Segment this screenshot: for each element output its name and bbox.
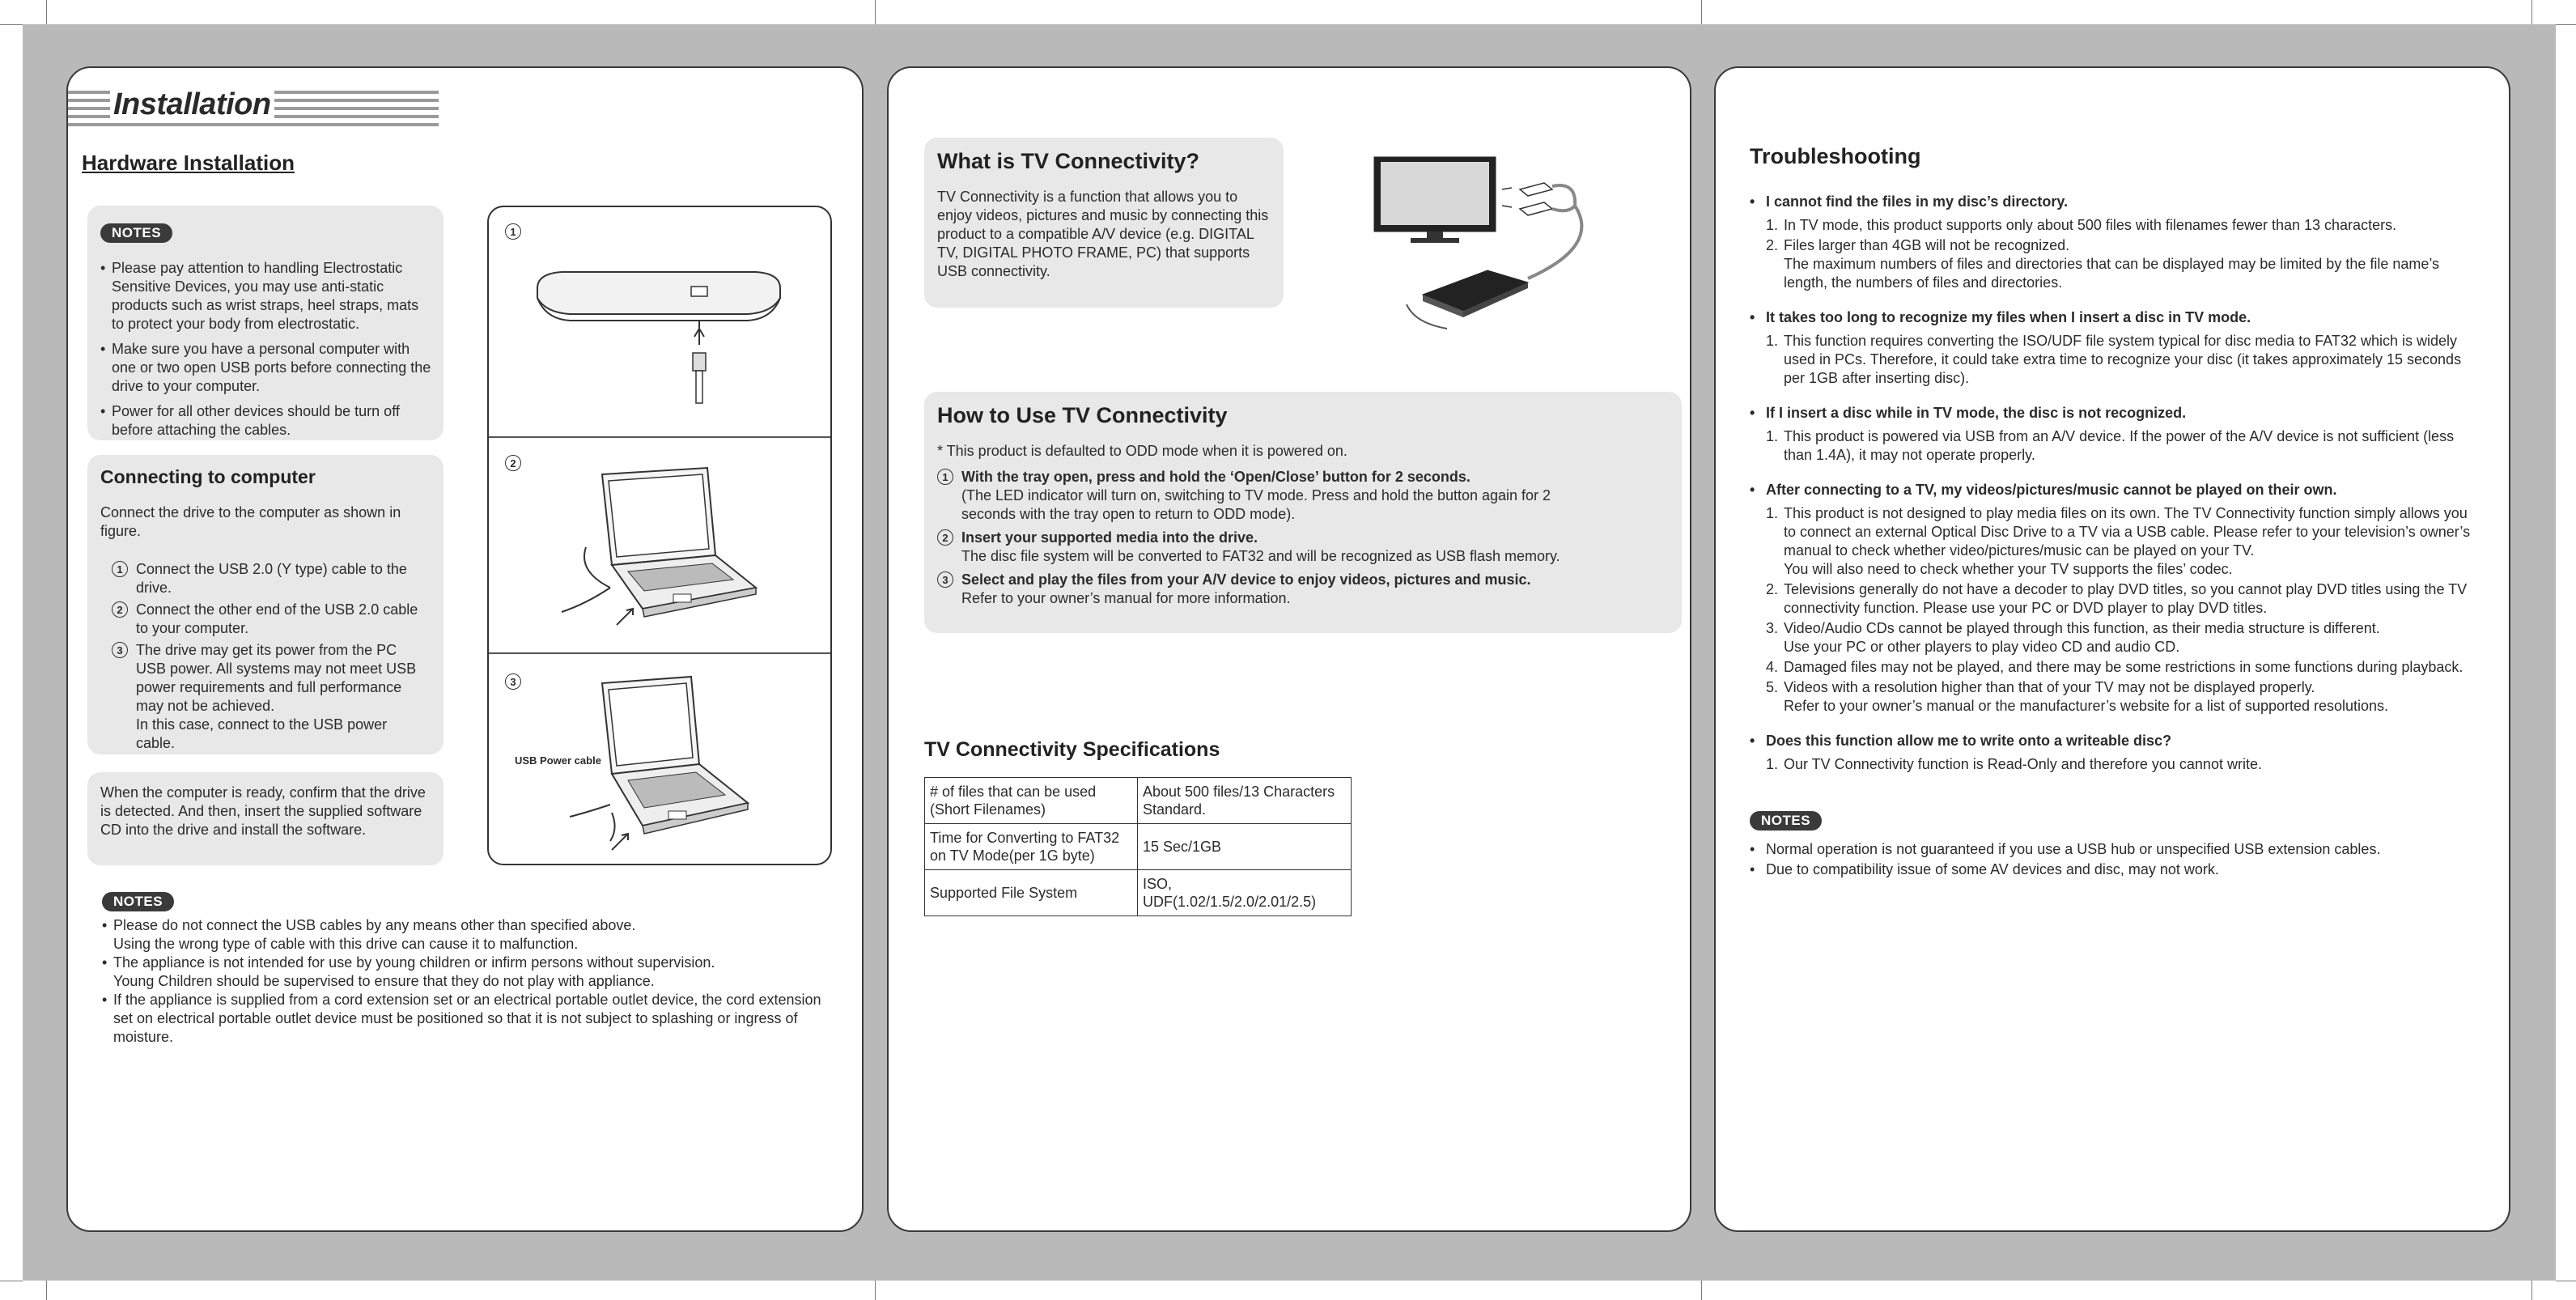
step-text: The disc file system will be converted to FAT32 and will be recognized as USB flash memory. (961, 548, 1560, 564)
faq-answer (1750, 216, 2478, 235)
figure-label-3: 3 (505, 673, 521, 690)
faq-section (1750, 481, 2478, 716)
answer-text: This product is not designed to play media files on its own. The TV Connectivity function simply allows you to connect an external Optical Disc Drive to a TV via a USB cable. Please refer to your television’s owner’s manual to check whether video/pictures/music can be played on your TV. (1784, 505, 2471, 559)
troubleshooting-list (1750, 193, 2478, 790)
faq-question: • If I insert a disc while in TV mode, the disc is not recognized. (1750, 404, 2478, 423)
crop-mark (2556, 24, 2576, 25)
bottom-notes-list (102, 916, 830, 1047)
step-number: 2 (112, 601, 128, 618)
step-item (112, 560, 419, 597)
answer-number: 2. (1766, 237, 1779, 253)
faq-answer (1750, 678, 2478, 716)
note-item: • Power for all other devices should be turn off before attaching the cables. (100, 402, 432, 440)
answer-text: Files larger than 4GB will not be recognized. (1784, 237, 2070, 253)
answer-number: 3. (1766, 620, 1779, 636)
answer-number: 2. (1766, 581, 1779, 597)
faq-question: • After connecting to a TV, my videos/pictures/music cannot be played on their own. (1750, 481, 2478, 499)
answer-number: 1. (1766, 217, 1779, 233)
step-number: 1 (112, 561, 128, 577)
figure-label-1: 1 (505, 223, 521, 240)
answer-number: 1. (1766, 756, 1779, 772)
bottom-note-item: • Please do not connect the USB cables by any means other than specified above. Using the wrong type of cable with this drive can cause it to malfunction. (102, 917, 636, 952)
note-text: Normal operation is not guaranteed if you use a USB hub or unspecified USB extension cables. (1766, 841, 2381, 857)
note-line: Please do not connect the USB cables by any means other than specified above. (113, 917, 636, 933)
note-item: • Make sure you have a personal computer with one or two open USB ports before connecting the drive to your computer. (100, 340, 432, 396)
crop-mark (2531, 1281, 2532, 1300)
answer-number: 1. (1766, 333, 1779, 349)
tv-connection-illustration (1366, 149, 1674, 343)
connecting-intro: Connect the drive to the computer as shown in figure. (100, 504, 401, 539)
connecting-box (87, 455, 443, 754)
step-number: 3 (112, 642, 128, 658)
bottom-notes-badge-wrap (102, 892, 174, 911)
step-number: 1 (937, 469, 953, 485)
notes-badge: NOTES (1750, 811, 1822, 831)
faq-section (1750, 308, 2478, 388)
crop-mark (1701, 0, 1702, 24)
hardware-installation-heading: Hardware Installation (82, 151, 295, 175)
spec-value: ISO, UDF(1.02/1.5/2.0/2.01/2.5) (1138, 870, 1352, 916)
faq-answer (1750, 332, 2478, 388)
how-to-note: * This product is defaulted to ODD mode when it is powered on. (937, 443, 1347, 459)
figure-label-2: 2 (505, 455, 521, 471)
answer-number: 1. (1766, 505, 1779, 521)
how-step (937, 468, 1666, 524)
answer-extra: Use your PC or other players to play video CD and audio CD. (1784, 639, 2180, 655)
faq-section (1750, 404, 2478, 465)
step-title: Select and play the files from your A/V device to enjoy videos, pictures and music. (961, 571, 1531, 588)
step-text: The drive may get its power from the PC USB power. All systems may not meet USB power requirements and full performance may not be achieved. (136, 642, 417, 714)
crop-mark (46, 0, 47, 24)
step-title: With the tray open, press and hold the ‘Open/Close’ button for 2 seconds. (961, 469, 1470, 485)
troubleshooting-notes (1750, 840, 2478, 879)
step-text: Connect the other end of the USB 2.0 cable to your computer. (136, 601, 418, 636)
notes-list (100, 259, 432, 446)
step-text: (The LED indicator will turn on, switching to TV mode. Press and hold the button again for 2 seconds with the tray open to return to ODD mode). (961, 487, 1551, 522)
bottom-note-item: • If the appliance is supplied from a cord extension set or an electrical portable outlet device, the cord extension set on electrical portable outlet device must be positioned so that it is not subject to splashing or ingress of moisture. (102, 992, 821, 1045)
step-item (112, 601, 419, 638)
faq-answer (1750, 580, 2478, 618)
laptop-connect-illustration (554, 466, 764, 636)
troubleshooting-panel (1714, 66, 2510, 1232)
note-item: • Due to compatibility issue of some AV devices and disc, may not work. (1750, 861, 2219, 877)
bottom-note-item: • The appliance is not intended for use by young children or infirm persons without supervision. Young Children should be supervised to ensure that they do not play with appliance. (102, 954, 715, 989)
installation-figure (487, 206, 832, 865)
crop-mark (46, 1281, 47, 1300)
installation-panel (66, 66, 864, 1232)
faq-question: • I cannot find the files in my disc’s directory. (1750, 193, 2478, 211)
crop-mark (1701, 1281, 1702, 1300)
troubleshooting-title: Troubleshooting (1750, 144, 1921, 168)
answer-text: This product is powered via USB from an A/V device. If the power of the A/V device is not sufficient (less than 1.4A), it may not operate properly. (1784, 428, 2455, 463)
note-line: The appliance is not intended for use by young children or infirm persons without supervision. (113, 954, 715, 971)
spec-title: TV Connectivity Specifications (924, 738, 1220, 761)
spec-label: Time for Converting to FAT32 on TV Mode(per 1G byte) (925, 824, 1138, 870)
crop-mark (875, 0, 876, 24)
faq-answer (1750, 755, 2478, 774)
answer-text: Videos with a resolution higher than that of your TV may not be displayed properly. (1784, 679, 2315, 695)
step-text: Refer to your owner’s manual for more information. (961, 590, 1291, 606)
faq-question: • Does this function allow me to write onto a writeable disc? (1750, 732, 2478, 750)
step-extra: In this case, connect to the USB power cable. (136, 716, 388, 751)
answer-extra: You will also need to check whether your TV supports the files’ codec. (1784, 561, 2233, 577)
spec-value: 15 Sec/1GB (1138, 824, 1352, 870)
note-item: • Please pay attention to handling Electrostatic Sensitive Devices, you may use anti-static products such as wrist straps, heel straps, mats to protect your body from electrostatic. (100, 259, 432, 333)
step-item (112, 641, 419, 753)
table-row (925, 778, 1352, 824)
tv-connectivity-panel (887, 66, 1691, 1232)
crop-mark (875, 1281, 876, 1300)
connecting-title: Connecting to computer (100, 466, 316, 487)
ready-box (87, 772, 443, 865)
table-row (925, 870, 1352, 916)
answer-text: This function requires converting the ISO/UDF file system typical for disc media to FAT32 which is widely used in PCs. Therefore, it could take extra time to recognize your disc (it takes approximately 15 seconds per 1GB after inserting disc). (1784, 333, 2462, 386)
step-title: Insert your supported media into the drive. (961, 529, 1258, 546)
faq-answer (1750, 619, 2478, 656)
crop-mark (2531, 0, 2532, 24)
what-is-text: TV Connectivity is a function that allows you to enjoy videos, pictures and music by connecting this product to a compatible A/V device (e.g. DIGITAL TV, DIGITAL PHOTO FRAME, PC) that supports USB connectivity. (937, 189, 1269, 279)
how-step (937, 571, 1666, 608)
troubleshooting-notes-badge-wrap (1750, 811, 1822, 831)
answer-number: 5. (1766, 679, 1779, 695)
step-number: 2 (937, 529, 953, 546)
step-text: Connect the USB 2.0 (Y type) cable to the drive. (136, 561, 407, 596)
installation-banner (68, 89, 439, 130)
note-item: • Normal operation is not guaranteed if you use a USB hub or unspecified USB extension cables. (1750, 841, 2381, 857)
answer-text: Our TV Connectivity function is Read-Only and therefore you cannot write. (1784, 756, 2262, 772)
how-step (937, 529, 1666, 566)
faq-section (1750, 732, 2478, 774)
usb-power-cable-label: USB Power cable (515, 754, 601, 767)
drive-illustration (529, 256, 788, 418)
note-line: If the appliance is supplied from a cord extension set or an electrical portable outlet device, the cord extension set on electrical portable outlet device must be positioned so that it is not subject to splashing or ingress of moisture. (113, 992, 821, 1045)
ready-text: When the computer is ready, confirm that the drive is detected. And then, insert the supplied software CD into the drive and install the software. (100, 784, 426, 838)
note-line: Using the wrong type of cable with this drive can cause it to malfunction. (113, 936, 579, 952)
answer-extra: The maximum numbers of files and directories that can be displayed may be limited by the file name’s length, the numbers of files and directories. (1784, 256, 2440, 291)
table-row (925, 824, 1352, 870)
faq-answer (1750, 658, 2478, 677)
answer-number: 1. (1766, 428, 1779, 444)
answer-extra: Refer to your owner’s manual or the manufacturer’s website for a list of supported resolutions. (1784, 698, 2389, 714)
faq-section (1750, 193, 2478, 292)
answer-text: In TV mode, this product supports only about 500 files with filenames fewer than 13 characters. (1784, 217, 2397, 233)
crop-mark (0, 24, 23, 25)
how-to-title: How to Use TV Connectivity (937, 403, 1228, 427)
faq-answer (1750, 427, 2478, 465)
spec-label: # of files that can be used (Short Filenames) (925, 778, 1138, 824)
connecting-steps (112, 560, 419, 756)
banner-title: Installation (110, 87, 274, 122)
what-is-box (924, 138, 1284, 308)
how-to-steps (937, 468, 1666, 611)
notes-badge: NOTES (100, 223, 172, 243)
answer-text: Video/Audio CDs cannot be played through this function, as their media structure is different. (1784, 620, 2380, 636)
faq-answer (1750, 504, 2478, 579)
answer-text: Televisions generally do not have a decoder to play DVD titles, so you cannot play DVD titles using the TV connectivity function. Please use your PC or DVD player to play DVD titles. (1784, 581, 2468, 616)
notes-box (87, 206, 443, 440)
spec-table (924, 777, 1352, 916)
note-text: Due to compatibility issue of some AV devices and disc, may not work. (1766, 861, 2219, 877)
what-is-title: What is TV Connectivity? (937, 149, 1200, 173)
answer-number: 4. (1766, 659, 1779, 675)
step-number: 3 (937, 571, 953, 588)
laptop-power-illustration (554, 675, 764, 861)
faq-question: • It takes too long to recognize my files when I insert a disc in TV mode. (1750, 308, 2478, 327)
note-line: Young Children should be supervised to ensure that they do not play with appliance. (113, 973, 655, 989)
how-to-box (924, 392, 1682, 633)
spec-value: About 500 files/13 Characters Standard. (1138, 778, 1352, 824)
spec-label: Supported File System (925, 870, 1138, 916)
answer-text: Damaged files may not be played, and there may be some restrictions in some functions during playback. (1784, 659, 2464, 675)
notes-badge: NOTES (102, 892, 174, 911)
faq-answer (1750, 236, 2478, 292)
